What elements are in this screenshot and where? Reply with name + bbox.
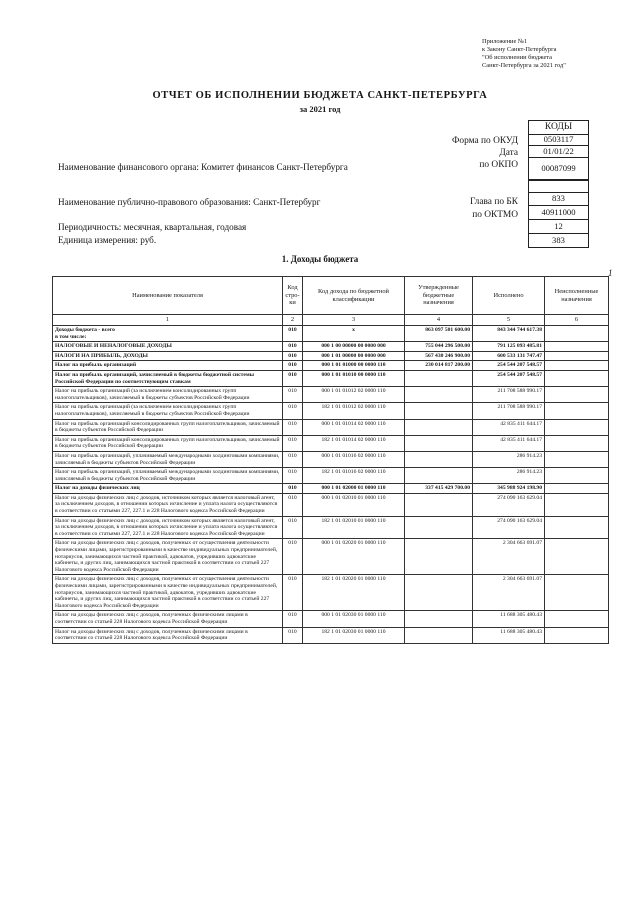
table-row — [53, 342, 609, 352]
table-row — [53, 370, 609, 386]
row-executed: 286 914.23 — [473, 468, 545, 484]
row-approved — [405, 435, 473, 451]
row-approved — [405, 419, 473, 435]
row-executed: 42 835 411 644.17 — [473, 435, 545, 451]
row-unexecuted — [545, 611, 609, 627]
unit-code: 383 — [528, 234, 589, 248]
table-row — [53, 387, 609, 403]
row-line-code: 010 — [283, 627, 303, 643]
row-kbk-code: x — [303, 326, 405, 342]
row-approved — [405, 403, 473, 419]
row-kbk-code: 000 1 01 02030 01 0000 110 — [303, 611, 405, 627]
row-executed: 254 544 207 548.57 — [473, 370, 545, 386]
row-approved: 863 097 501 600.00 — [405, 326, 473, 342]
periodicity-code: 12 — [528, 220, 589, 234]
row-unexecuted — [545, 539, 609, 575]
col-number: 1 — [53, 315, 283, 326]
row-kbk-code: 000 1 01 01000 00 0000 110 — [303, 361, 405, 371]
row-line-code: 010 — [283, 326, 303, 342]
row-executed: 2 304 663 691.07 — [473, 575, 545, 611]
row-approved — [405, 493, 473, 516]
row-approved — [405, 516, 473, 539]
row-name: Доходы бюджета - всего в том числе: — [53, 326, 283, 342]
table-row — [53, 326, 609, 342]
unit-of-measure: Единица измерения: руб. — [58, 235, 157, 245]
row-executed: 11 688 305 480.43 — [473, 627, 545, 643]
col-header-approved: Утвержденные бюджетные назначения — [405, 277, 473, 315]
row-name: Налог на прибыль организаций, зачисляемый в бюджеты бюджетной системы Российской Федерации по соответствующим ставкам — [53, 370, 283, 386]
revenue-table — [52, 276, 609, 644]
row-executed: 843 344 744 617.38 — [473, 326, 545, 342]
row-name: Налог на доходы физических лиц с доходов, полученных от осуществления деятельности физическими лицами, зарегистрированными в качестве индивидуальных предпринимателей, нотариусов, занимающихся частной практикой, адвокатов, учредивших адвокатские кабинеты, и других лиц, занимающихся частной практикой в соответствии со статьей 227 Налогового кодекса Российской Федерации — [53, 575, 283, 611]
table-row — [53, 419, 609, 435]
table-row — [53, 575, 609, 611]
row-unexecuted — [545, 575, 609, 611]
row-executed: 345 988 924 198.90 — [473, 484, 545, 494]
row-approved — [405, 575, 473, 611]
row-kbk-code: 000 1 01 01014 02 0000 110 — [303, 419, 405, 435]
appendix-line: к Закону Санкт-Петербурга — [482, 46, 557, 53]
row-unexecuted — [545, 403, 609, 419]
row-unexecuted — [545, 326, 609, 342]
row-line-code: 010 — [283, 516, 303, 539]
row-unexecuted — [545, 419, 609, 435]
codes-header: КОДЫ — [528, 120, 589, 135]
col-number: 4 — [405, 315, 473, 326]
row-name: Налог на доходы физических лиц с доходов, полученных физическими лицами в соответствии со статьей 228 Налогового кодекса Российской Федерации — [53, 611, 283, 627]
appendix-line: Приложение №1 — [482, 38, 528, 45]
row-approved — [405, 611, 473, 627]
col-header-executed: Исполнено — [473, 277, 545, 315]
row-line-code: 010 — [283, 419, 303, 435]
row-executed: 274 090 163 629.04 — [473, 493, 545, 516]
glava-bk-label: Глава по БК — [469, 197, 518, 207]
table-row — [53, 435, 609, 451]
row-line-code: 010 — [283, 575, 303, 611]
report-subtitle: за 2021 год — [299, 104, 341, 114]
row-name: Налог на доходы физических лиц с доходов, полученных от осуществления деятельности физическими лицами, зарегистрированными в качестве индивидуальных предпринимателей, нотариусов, занимающихся частной практикой, адвокатов, учредивших адвокатские кабинеты, и других лиц, занимающихся частной практикой в соответствии со статьей 227 Налогового кодекса Российской Федерации — [53, 539, 283, 575]
row-name: Налог на прибыль организаций, уплачиваемый международными холдинговыми компаниями, зачисляемый в бюджеты субъектов Российской Федерации — [53, 451, 283, 467]
row-line-code: 010 — [283, 370, 303, 386]
row-name: Налог на прибыль организаций — [53, 361, 283, 371]
row-kbk-code: 000 1 01 02010 01 0000 110 — [303, 493, 405, 516]
row-executed: 11 688 305 480.43 — [473, 611, 545, 627]
row-line-code: 010 — [283, 451, 303, 467]
row-unexecuted — [545, 370, 609, 386]
row-name: Налог на доходы физических лиц — [53, 484, 283, 494]
row-kbk-code: 000 1 01 01012 02 0000 110 — [303, 387, 405, 403]
municipality-name: Наименование публично-правового образования: Санкт-Петербург — [58, 197, 321, 207]
row-executed: 42 835 411 644.17 — [473, 419, 545, 435]
revenue-table-body — [53, 326, 609, 644]
row-kbk-code: 000 1 01 01016 02 0000 110 — [303, 451, 405, 467]
row-line-code: 010 — [283, 403, 303, 419]
row-name: НАЛОГОВЫЕ И НЕНАЛОГОВЫЕ ДОХОДЫ — [53, 342, 283, 352]
oktmo-value: 40911000 — [528, 206, 589, 220]
row-unexecuted — [545, 516, 609, 539]
row-kbk-code: 182 1 01 01016 02 0000 110 — [303, 468, 405, 484]
row-approved — [405, 468, 473, 484]
col-number: 5 — [473, 315, 545, 326]
row-unexecuted — [545, 351, 609, 361]
row-unexecuted — [545, 627, 609, 643]
row-kbk-code: 000 1 01 01010 00 0000 110 — [303, 370, 405, 386]
table-row — [53, 627, 609, 643]
date-label: Дата — [499, 148, 518, 158]
row-line-code: 010 — [283, 484, 303, 494]
row-approved: 230 014 817 200.00 — [405, 361, 473, 371]
okpo-value: 00087099 — [528, 158, 589, 180]
date-value: 01/01/22 — [528, 146, 589, 158]
row-unexecuted — [545, 468, 609, 484]
table-row — [53, 451, 609, 467]
row-kbk-code: 000 1 01 00000 00 0000 000 — [303, 351, 405, 361]
row-approved: 337 415 429 700.00 — [405, 484, 473, 494]
table-row — [53, 539, 609, 575]
row-unexecuted — [545, 493, 609, 516]
row-line-code: 010 — [283, 611, 303, 627]
row-executed: 211 708 588 990.17 — [473, 403, 545, 419]
section-title: 1. Доходы бюджета — [281, 254, 359, 264]
row-name: Налог на прибыль организаций, уплачиваемый международными холдинговыми компаниями, зачисляемый в бюджеты субъектов Российской Федерации — [53, 468, 283, 484]
row-executed: 791 125 093 485.81 — [473, 342, 545, 352]
row-executed: 211 708 588 990.17 — [473, 387, 545, 403]
row-approved — [405, 539, 473, 575]
row-unexecuted — [545, 435, 609, 451]
row-kbk-code: 000 1 01 02000 01 0000 110 — [303, 484, 405, 494]
row-executed: 600 533 131 747.47 — [473, 351, 545, 361]
table-row — [53, 516, 609, 539]
col-number: 3 — [303, 315, 405, 326]
row-name: НАЛОГИ НА ПРИБЫЛЬ, ДОХОДЫ — [53, 351, 283, 361]
row-executed: 2 304 663 691.07 — [473, 539, 545, 575]
col-number: 6 — [545, 315, 609, 326]
appendix-note — [482, 38, 632, 70]
financial-body-name: Наименование финансового органа: Комитет финансов Санкт-Петербурга — [58, 162, 348, 172]
row-unexecuted — [545, 387, 609, 403]
table-row — [53, 611, 609, 627]
table-row — [53, 493, 609, 516]
table-row — [53, 351, 609, 361]
row-kbk-code: 182 1 01 02010 01 0000 110 — [303, 516, 405, 539]
report-title: ОТЧЕТ ОБ ИСПОЛНЕНИИ БЮДЖЕТА САНКТ-ПЕТЕРБУРГА — [152, 90, 488, 101]
appendix-line: Санкт-Петербурга за 2021 год" — [482, 62, 566, 69]
row-line-code: 010 — [283, 435, 303, 451]
row-name: Налог на прибыль организаций (за исключением консолидированных групп налогоплательщиков), зачисляемый в бюджеты субъектов Российской Федерации — [53, 387, 283, 403]
row-name: Налог на доходы физических лиц с доходов, источником которых является налоговый агент, за исключением доходов, в отношении которых исчисление и уплата налога осуществляются в соответствии со статьями 227, 227.1 и 228 Налогового кодекса Российской Федерации — [53, 516, 283, 539]
row-approved: 755 044 296 500.00 — [405, 342, 473, 352]
form-okud-value: 0503117 — [528, 134, 589, 146]
table-row — [53, 403, 609, 419]
row-kbk-code: 182 1 01 01014 02 0000 110 — [303, 435, 405, 451]
col-header-unexecuted: Неисполненные назначения — [545, 277, 609, 315]
row-executed: 274 090 163 629.04 — [473, 516, 545, 539]
row-approved — [405, 451, 473, 467]
row-line-code: 010 — [283, 351, 303, 361]
row-line-code: 010 — [283, 539, 303, 575]
row-unexecuted — [545, 451, 609, 467]
row-kbk-code: 000 1 01 02020 01 0000 110 — [303, 539, 405, 575]
row-executed: 254 544 207 548.57 — [473, 361, 545, 371]
row-name: Налог на прибыль организаций консолидированных групп налогоплательщиков, зачисляемый в бюджеты субъектов Российской Федерации — [53, 419, 283, 435]
table-row — [53, 484, 609, 494]
col-header-kbk: Код дохода по бюджетной классификации — [303, 277, 405, 315]
row-kbk-code: 182 1 01 02020 01 0000 110 — [303, 575, 405, 611]
page-corner-mark: 1 — [608, 268, 613, 278]
row-name: Налог на прибыль организаций консолидированных групп налогоплательщиков, зачисляемый в бюджеты субъектов Российской Федерации — [53, 435, 283, 451]
row-unexecuted — [545, 361, 609, 371]
row-name: Налог на доходы физических лиц с доходов, полученных физическими лицами в соответствии со статьей 228 Налогового кодекса Российской Федерации — [53, 627, 283, 643]
row-approved — [405, 370, 473, 386]
row-executed: 286 914.23 — [473, 451, 545, 467]
row-line-code: 010 — [283, 342, 303, 352]
col-number: 2 — [283, 315, 303, 326]
table-row — [53, 468, 609, 484]
glava-bk-value: 833 — [528, 192, 589, 206]
col-header-name: Наименование показателя — [53, 277, 283, 315]
form-okud-label: Форма по ОКУД — [452, 136, 518, 146]
row-approved — [405, 627, 473, 643]
row-line-code: 010 — [283, 468, 303, 484]
row-line-code: 010 — [283, 387, 303, 403]
row-unexecuted — [545, 342, 609, 352]
row-kbk-code: 182 1 01 01012 02 0000 110 — [303, 403, 405, 419]
appendix-line: "Об исполнении бюджета — [482, 54, 552, 61]
table-row — [53, 361, 609, 371]
row-line-code: 010 — [283, 361, 303, 371]
row-approved: 567 430 246 900.00 — [405, 351, 473, 361]
okpo-label: по ОКПО — [479, 160, 518, 170]
periodicity: Периодичность: месячная, квартальная, годовая — [58, 222, 247, 232]
oktmo-label: по ОКТМО — [472, 210, 518, 220]
row-line-code: 010 — [283, 493, 303, 516]
row-name: Налог на доходы физических лиц с доходов, источником которых является налоговый агент, за исключением доходов, в отношении которых исчисление и уплата налога осуществляются в соответствии со статьями 227, 227.1 и 228 Налогового кодекса Российской Федерации — [53, 493, 283, 516]
row-name: Налог на прибыль организаций (за исключением консолидированных групп налогоплательщиков), зачисляемый в бюджеты субъектов Российской Федерации — [53, 403, 283, 419]
row-approved — [405, 387, 473, 403]
row-kbk-code: 182 1 01 02030 01 0000 110 — [303, 627, 405, 643]
row-unexecuted — [545, 484, 609, 494]
row-kbk-code: 000 1 00 00000 00 0000 000 — [303, 342, 405, 352]
col-header-code: Код стро-ки — [283, 277, 303, 315]
